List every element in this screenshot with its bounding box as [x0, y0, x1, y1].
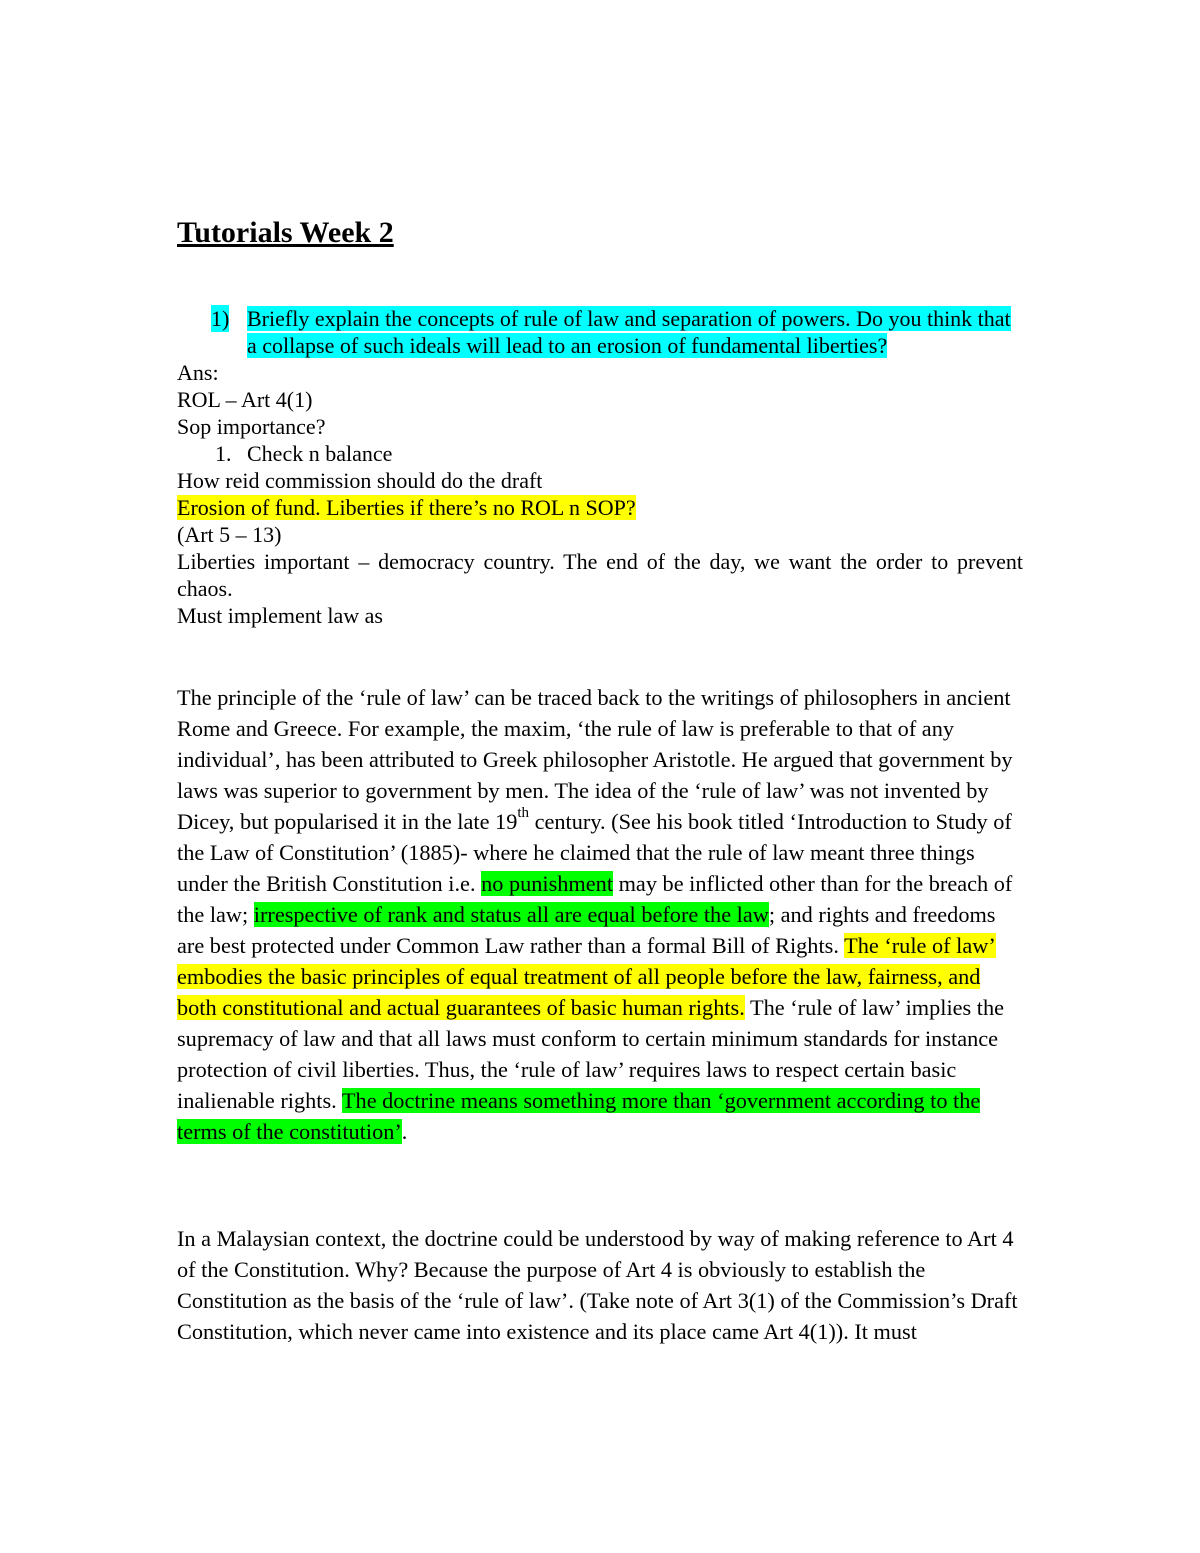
note-rol: ROL – Art 4(1) — [177, 387, 313, 412]
list-item-text: Check n balance — [247, 441, 393, 466]
question-text: Briefly explain the concepts of rule of law and separation of powers. Do you think that a collapse of such ideals will lead to an erosion of fundamental liberties? — [247, 306, 1011, 358]
para1-text-5: The ‘rule of law’ implies the supremacy of law and that all laws must conform to certain minimum standards for instance protection of civil liberties. Thus, the ‘rule of law’ requires laws to respect certain basic inalienable rights. — [177, 995, 1005, 1113]
note-liberties: Liberties important – democracy country. The end of the day, we want the order to prevent chaos. — [177, 549, 1023, 601]
para1-highlight-2: irrespective of rank and status all are equal before the law — [253, 902, 769, 927]
page-title: Tutorials Week 2 — [177, 216, 394, 249]
note-sop: Sop importance? — [177, 414, 326, 439]
para1-highlight-4: The doctrine means something more than ‘government according to the terms of the constitution’ — [177, 1088, 981, 1144]
note-erosion-line — [177, 494, 1023, 521]
question-number: 1) — [211, 306, 230, 331]
para1-text-2: century. (See his book titled ‘Introduction to Study of the Law of Constitution’ (1885)- where he claimed that the rule of law meant three things under the British Constitution i.e. — [177, 809, 1012, 896]
para1-text-1: The principle of the ‘rule of law’ can be traced back to the writings of philosophers in ancient Rome and Greece. For example, the maxim, ‘the rule of law is preferable to that of any individual’, has been attributed to Greek philosopher Aristotle. He argued that government by laws was superior to government by men. The idea of the ‘rule of law’ was not invented by Dicey, but popularised it in the late 19 — [177, 685, 1013, 834]
note-must: Must implement law as — [177, 603, 383, 628]
para1-highlight-3: The ‘rule of law’ embodies the basic principles of equal treatment of all people before the law, fairness, and both constitutional and actual guarantees of basic human rights. — [177, 933, 996, 1020]
para1-text-3: may be inflicted other than for the breach of the law; — [177, 871, 1013, 927]
tutorial-question — [177, 305, 1023, 359]
paragraph-malaysian-context: In a Malaysian context, the doctrine could be understood by way of making reference to Art 4 of the Constitution. Why? Because the purpose of Art 4 is obviously to establish the Constitution as the basis of the ‘rule of law’. (Take note of Art 3(1) of the Commission’s Draft Constitution, which never came into existence and its place came Art 4(1)). It must — [177, 1226, 1018, 1344]
list-item-number: 1. — [215, 441, 232, 466]
question-text-block — [247, 305, 1023, 359]
para1-superscript: th — [517, 805, 530, 821]
note-ans: Ans: — [177, 360, 219, 385]
paragraph-rule-of-law — [177, 682, 1025, 1147]
note-erosion: Erosion of fund. Liberties if there’s no ROL n SOP? — [177, 495, 636, 520]
note-art: (Art 5 – 13) — [177, 522, 282, 547]
para1-highlight-1: no punishment — [481, 871, 614, 896]
answer-notes — [177, 359, 1023, 629]
para1-text-6: . — [401, 1119, 408, 1144]
para1-text-4: ; and rights and freedoms are best protected under Common Law rather than a formal Bill of Rights. — [177, 902, 996, 958]
list-item — [177, 440, 1023, 467]
note-reid: How reid commission should do the draft — [177, 468, 543, 493]
